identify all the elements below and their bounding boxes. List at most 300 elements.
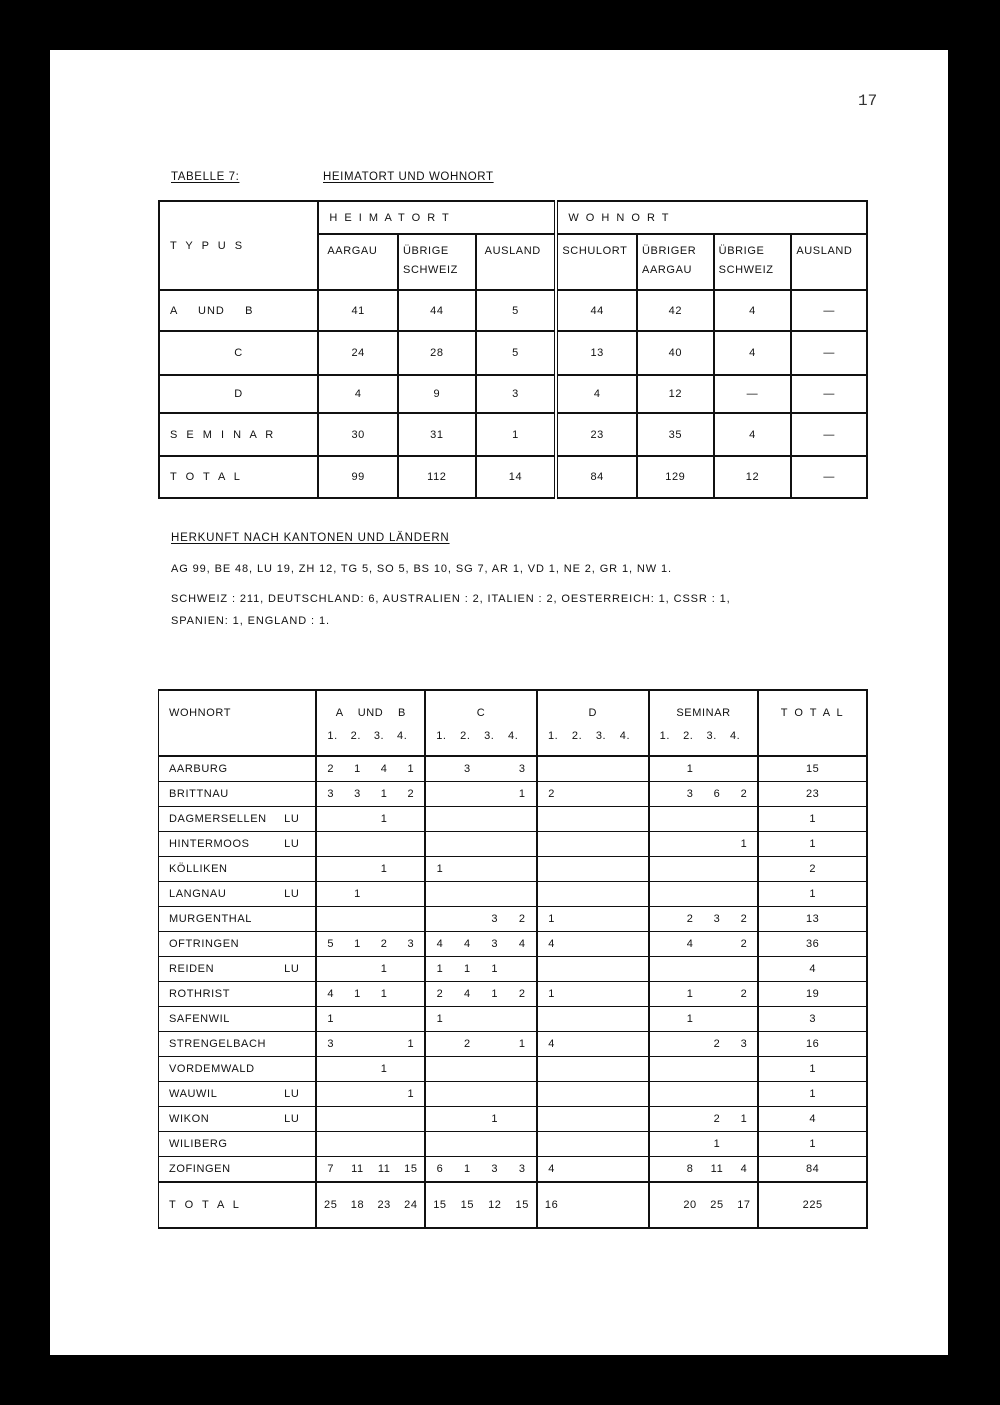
value-cell: — bbox=[791, 375, 867, 413]
group-cell bbox=[425, 807, 537, 832]
group-cell bbox=[425, 1032, 537, 1057]
count-value: 6 bbox=[713, 788, 721, 800]
count-value: 1 bbox=[518, 788, 526, 800]
group-cell bbox=[537, 1057, 649, 1082]
group-cell bbox=[649, 1182, 759, 1228]
group-cell bbox=[649, 1107, 759, 1132]
group-cell bbox=[649, 1057, 759, 1082]
municipality-name: BRITTNAU bbox=[169, 788, 229, 800]
school-year-label: 2. bbox=[571, 730, 583, 742]
municipality-name: HINTERMOOS bbox=[169, 838, 250, 850]
count-value: 1 bbox=[740, 838, 748, 850]
subheader-text: SCHULORT bbox=[562, 245, 628, 257]
group-cell bbox=[537, 1032, 649, 1057]
group-cell bbox=[649, 982, 759, 1007]
count-value: 6 bbox=[436, 1163, 444, 1175]
count-value: 5 bbox=[327, 938, 335, 950]
typus-label: D bbox=[159, 375, 318, 413]
group-header: C bbox=[476, 707, 486, 719]
group-cell bbox=[425, 1132, 537, 1157]
group-cell bbox=[537, 1082, 649, 1107]
count-value: 1 bbox=[407, 1038, 415, 1050]
count-value: 1 bbox=[436, 963, 444, 975]
school-year-label: 4. bbox=[619, 730, 631, 742]
group-cell bbox=[425, 1007, 537, 1032]
count-value: 4 bbox=[518, 938, 526, 950]
group-cell bbox=[316, 882, 425, 907]
value-cell: 23 bbox=[556, 413, 637, 456]
canton-code: LU bbox=[284, 1113, 300, 1125]
value-cell: 99 bbox=[318, 456, 398, 498]
count-value: 25 bbox=[324, 1199, 338, 1211]
table-row bbox=[159, 1157, 868, 1183]
group-header: SEMINAR bbox=[676, 707, 731, 719]
group-cell bbox=[316, 807, 425, 832]
count-value: 4 bbox=[548, 1038, 555, 1050]
row-total: 1 bbox=[758, 1132, 867, 1157]
row-total: 4 bbox=[758, 1107, 867, 1132]
municipality-name: KÖLLIKEN bbox=[169, 863, 228, 875]
group-cell bbox=[425, 1157, 537, 1183]
count-value: 15 bbox=[433, 1199, 447, 1211]
group-cell bbox=[649, 1132, 759, 1157]
count-value: 11 bbox=[351, 1163, 364, 1175]
table-row bbox=[159, 456, 867, 498]
municipality-name: ROTHRIST bbox=[169, 988, 231, 1000]
table-row bbox=[159, 857, 868, 882]
canton-code bbox=[299, 938, 305, 950]
subheader-text: AUSLAND bbox=[484, 245, 541, 257]
count-value: 15 bbox=[515, 1199, 529, 1211]
table-row bbox=[159, 882, 868, 907]
total-row bbox=[159, 1182, 868, 1228]
count-value: 2 bbox=[380, 938, 388, 950]
count-value: 1 bbox=[354, 938, 361, 950]
subheader-cell bbox=[556, 234, 637, 290]
subheader-cell bbox=[398, 234, 476, 290]
group-cell bbox=[649, 1032, 759, 1057]
group-cell bbox=[537, 882, 649, 907]
municipality-name: STRENGELBACH bbox=[169, 1038, 267, 1050]
group-cell bbox=[537, 857, 649, 882]
municipality-name: WILIBERG bbox=[169, 1138, 228, 1150]
row-total: 1 bbox=[758, 807, 867, 832]
row-total: 1 bbox=[758, 1082, 867, 1107]
group-cell bbox=[425, 832, 537, 857]
value-cell: 44 bbox=[398, 290, 476, 331]
canton-code: LU bbox=[284, 1088, 300, 1100]
group-cell bbox=[425, 1107, 537, 1132]
value-cell: 5 bbox=[476, 290, 557, 331]
group-cell bbox=[316, 1107, 425, 1132]
municipality-name: LANGNAU bbox=[169, 888, 227, 900]
count-value: 18 bbox=[350, 1199, 365, 1211]
count-value: 2 bbox=[740, 913, 748, 925]
count-value: 8 bbox=[686, 1163, 694, 1175]
subheader-cell bbox=[714, 234, 792, 290]
count-value: 2 bbox=[713, 1038, 721, 1050]
municipality-name: ZOFINGEN bbox=[169, 1163, 231, 1175]
group-cell bbox=[316, 782, 425, 807]
count-value: 4 bbox=[327, 988, 335, 1000]
group-cell bbox=[316, 1057, 425, 1082]
value-cell: 4 bbox=[318, 375, 398, 413]
table-row bbox=[159, 1007, 868, 1032]
subheader-text: ÜBRIGE bbox=[403, 245, 449, 257]
count-value: 3 bbox=[327, 1038, 335, 1050]
group-cell bbox=[316, 907, 425, 932]
row-total: 1 bbox=[758, 832, 867, 857]
group-header-cell bbox=[537, 690, 649, 756]
group-cell bbox=[649, 832, 759, 857]
count-value: 3 bbox=[740, 1038, 748, 1050]
table-row bbox=[159, 413, 867, 456]
group-cell bbox=[649, 857, 759, 882]
school-year-label: 3. bbox=[484, 730, 495, 742]
count-value: 1 bbox=[380, 813, 388, 825]
row-total: 36 bbox=[758, 932, 867, 957]
row-total: 1 bbox=[758, 882, 867, 907]
group-cell bbox=[425, 857, 537, 882]
school-year-label: 1. bbox=[327, 730, 338, 742]
municipality-name: OFTRINGEN bbox=[169, 938, 240, 950]
count-value: 3 bbox=[491, 938, 499, 950]
group-cell bbox=[316, 857, 425, 882]
count-value: 1 bbox=[407, 1088, 415, 1100]
group-cell bbox=[425, 882, 537, 907]
group-cell bbox=[316, 982, 425, 1007]
count-value: 3 bbox=[464, 763, 471, 775]
count-value: 11 bbox=[710, 1163, 724, 1175]
typus-label: C bbox=[159, 331, 318, 375]
typus-header: T Y P U S bbox=[159, 201, 318, 290]
value-cell: — bbox=[791, 331, 867, 375]
group-cell bbox=[316, 1082, 425, 1107]
heimatort-header: H E I M A T O R T bbox=[318, 201, 556, 234]
group-cell bbox=[537, 832, 649, 857]
table-row bbox=[159, 1132, 868, 1157]
school-year-label: 2. bbox=[460, 730, 471, 742]
count-value: 1 bbox=[491, 1113, 499, 1125]
municipality-name: VORDEMWALD bbox=[169, 1063, 255, 1075]
school-year-label: 1. bbox=[436, 730, 447, 742]
count-value: 3 bbox=[354, 788, 361, 800]
canton-code: LU bbox=[284, 888, 300, 900]
wohnort-header: WOHNORT bbox=[159, 690, 317, 756]
value-cell: 129 bbox=[637, 456, 714, 498]
count-value: 1 bbox=[407, 763, 415, 775]
count-value: 1 bbox=[518, 1038, 526, 1050]
count-value: 1 bbox=[491, 988, 499, 1000]
value-cell: 5 bbox=[476, 331, 557, 375]
row-total: 13 bbox=[758, 907, 867, 932]
group-cell bbox=[425, 1057, 537, 1082]
group-cell bbox=[316, 1182, 425, 1228]
count-value: 1 bbox=[548, 988, 555, 1000]
table-row bbox=[159, 756, 868, 782]
canton-code bbox=[299, 1013, 305, 1025]
value-cell: 35 bbox=[637, 413, 714, 456]
subheader-cell bbox=[476, 234, 557, 290]
count-value: 15 bbox=[404, 1163, 418, 1175]
canton-code bbox=[299, 1163, 305, 1175]
row-total: 84 bbox=[758, 1157, 867, 1183]
school-year-label: 3. bbox=[706, 730, 717, 742]
group-cell bbox=[316, 1007, 425, 1032]
count-value: 2 bbox=[518, 913, 526, 925]
subheader-cell bbox=[791, 234, 867, 290]
municipality-name: MURGENTHAL bbox=[169, 913, 253, 925]
count-value: 24 bbox=[404, 1199, 418, 1211]
table-row bbox=[159, 907, 868, 932]
school-year-label: 4. bbox=[729, 730, 741, 742]
municipality-name: AARBURG bbox=[169, 763, 228, 775]
value-cell: — bbox=[791, 456, 867, 498]
row-total: 225 bbox=[758, 1182, 867, 1228]
count-value: 4 bbox=[464, 938, 471, 950]
value-cell: 3 bbox=[476, 375, 557, 413]
total-header: T O T A L bbox=[758, 690, 867, 756]
count-value: 1 bbox=[436, 863, 444, 875]
herkunft-title: HERKUNFT NACH KANTONEN UND LÄNDERN bbox=[171, 532, 450, 544]
value-cell: — bbox=[791, 290, 867, 331]
count-value: 1 bbox=[713, 1138, 721, 1150]
table-row bbox=[159, 807, 868, 832]
school-year-label: 3. bbox=[373, 730, 385, 742]
value-cell: 14 bbox=[476, 456, 557, 498]
group-cell bbox=[425, 907, 537, 932]
group-cell bbox=[649, 957, 759, 982]
count-value: 4 bbox=[686, 938, 694, 950]
table-row bbox=[159, 331, 867, 375]
total-label: T O T A L bbox=[169, 1199, 242, 1211]
typus-label: T O T A L bbox=[159, 456, 318, 498]
count-value: 1 bbox=[354, 888, 361, 900]
table-row bbox=[159, 832, 868, 857]
table7-label: TABELLE 7: bbox=[171, 171, 240, 183]
group-cell bbox=[537, 1157, 649, 1183]
count-value: 3 bbox=[327, 788, 335, 800]
herkunft-countries: SCHWEIZ : 211, DEUTSCHLAND: 6, AUSTRALIEN : 2, ITALIEN : 2, OESTERREICH: 1, CSSR : 1, bbox=[171, 593, 731, 605]
count-value: 11 bbox=[377, 1163, 391, 1175]
group-cell bbox=[316, 1157, 425, 1183]
count-value: 25 bbox=[710, 1199, 724, 1211]
row-total: 3 bbox=[758, 1007, 867, 1032]
school-year-label: 4. bbox=[397, 730, 408, 742]
group-cell bbox=[649, 1082, 759, 1107]
value-cell: 4 bbox=[556, 375, 637, 413]
value-cell: 42 bbox=[637, 290, 714, 331]
group-cell bbox=[649, 932, 759, 957]
count-value: 7 bbox=[327, 1163, 335, 1175]
group-header: D bbox=[588, 707, 598, 719]
table-row bbox=[159, 1107, 868, 1132]
table-row bbox=[159, 782, 868, 807]
herkunft-cantons: AG 99, BE 48, LU 19, ZH 12, TG 5, SO 5, BS 10, SG 7, AR 1, VD 1, NE 2, GR 1, NW 1. bbox=[171, 563, 672, 575]
count-value: 3 bbox=[518, 763, 526, 775]
typus-label: S E M I N A R bbox=[159, 413, 318, 456]
group-cell bbox=[537, 1007, 649, 1032]
value-cell: 4 bbox=[714, 413, 792, 456]
group-header: A UND B bbox=[335, 707, 406, 719]
count-value: 2 bbox=[740, 938, 748, 950]
count-value: 2 bbox=[686, 913, 694, 925]
table-row bbox=[159, 290, 867, 331]
count-value: 2 bbox=[327, 763, 335, 775]
count-value: 4 bbox=[740, 1163, 748, 1175]
value-cell: 31 bbox=[398, 413, 476, 456]
group-cell bbox=[649, 1007, 759, 1032]
value-cell: 44 bbox=[556, 290, 637, 331]
table-row bbox=[159, 982, 868, 1007]
row-total: 4 bbox=[758, 957, 867, 982]
school-year-label: 2. bbox=[350, 730, 361, 742]
count-value: 1 bbox=[380, 963, 388, 975]
table-wohnort bbox=[158, 689, 868, 1229]
subheader-text: SCHWEIZ bbox=[718, 264, 774, 276]
table-row bbox=[159, 1082, 868, 1107]
count-value: 4 bbox=[464, 988, 471, 1000]
subheader-text: AARGAU bbox=[327, 245, 378, 257]
group-cell bbox=[537, 782, 649, 807]
count-value: 20 bbox=[683, 1199, 697, 1211]
group-cell bbox=[537, 957, 649, 982]
count-value: 3 bbox=[407, 938, 415, 950]
subheader-text: SCHWEIZ bbox=[403, 264, 458, 276]
group-cell bbox=[316, 756, 425, 782]
count-value: 12 bbox=[488, 1199, 502, 1211]
group-cell bbox=[425, 982, 537, 1007]
value-cell: 112 bbox=[398, 456, 476, 498]
value-cell: 1 bbox=[476, 413, 557, 456]
group-cell bbox=[425, 957, 537, 982]
group-header-cell bbox=[425, 690, 537, 756]
typus-label: A UND B bbox=[159, 290, 318, 331]
value-cell: 4 bbox=[714, 290, 792, 331]
count-value: 1 bbox=[380, 1063, 388, 1075]
municipality-name: DAGMERSELLEN bbox=[169, 813, 267, 825]
page-number: 17 bbox=[858, 92, 878, 110]
canton-code bbox=[299, 1063, 305, 1075]
group-cell bbox=[537, 1182, 649, 1228]
group-cell bbox=[537, 1107, 649, 1132]
count-value: 15 bbox=[460, 1199, 475, 1211]
canton-code bbox=[299, 788, 305, 800]
count-value: 2 bbox=[740, 988, 748, 1000]
group-cell bbox=[316, 932, 425, 957]
count-value: 1 bbox=[436, 1013, 444, 1025]
group-cell bbox=[537, 807, 649, 832]
count-value: 1 bbox=[491, 963, 499, 975]
herkunft-countries-cont: SPANIEN: 1, ENGLAND : 1. bbox=[171, 615, 330, 627]
count-value: 2 bbox=[740, 788, 748, 800]
count-value: 2 bbox=[713, 1113, 721, 1125]
canton-code: LU bbox=[284, 963, 300, 975]
row-total: 15 bbox=[758, 756, 867, 782]
canton-code bbox=[299, 913, 305, 925]
count-value: 17 bbox=[737, 1199, 751, 1211]
canton-code: LU bbox=[284, 813, 300, 825]
value-cell: 28 bbox=[398, 331, 476, 375]
value-cell: 30 bbox=[318, 413, 398, 456]
subheader-cell bbox=[318, 234, 398, 290]
count-value: 1 bbox=[686, 763, 694, 775]
group-cell bbox=[537, 1132, 649, 1157]
municipality-name: WAUWIL bbox=[169, 1088, 218, 1100]
group-cell bbox=[537, 982, 649, 1007]
count-value: 1 bbox=[354, 763, 361, 775]
group-cell bbox=[425, 1182, 537, 1228]
count-value: 3 bbox=[491, 1163, 499, 1175]
count-value: 4 bbox=[548, 1163, 555, 1175]
count-value: 1 bbox=[740, 1113, 748, 1125]
municipality-name: WIKON bbox=[169, 1113, 210, 1125]
row-total: 23 bbox=[758, 782, 867, 807]
group-cell bbox=[537, 932, 649, 957]
count-value: 1 bbox=[548, 913, 555, 925]
count-value: 4 bbox=[380, 763, 388, 775]
count-value: 16 bbox=[544, 1199, 559, 1211]
count-value: 2 bbox=[436, 988, 444, 1000]
value-cell: 84 bbox=[556, 456, 637, 498]
table-row bbox=[159, 375, 867, 413]
school-year-label: 1. bbox=[659, 730, 671, 742]
group-cell bbox=[425, 756, 537, 782]
municipality-name: REIDEN bbox=[169, 963, 215, 975]
row-total: 19 bbox=[758, 982, 867, 1007]
canton-code bbox=[299, 988, 305, 1000]
count-value: 2 bbox=[548, 788, 555, 800]
municipality-name: SAFENWIL bbox=[169, 1013, 231, 1025]
value-cell: — bbox=[791, 413, 867, 456]
count-value: 1 bbox=[354, 988, 361, 1000]
count-value: 23 bbox=[377, 1199, 391, 1211]
value-cell: 12 bbox=[714, 456, 792, 498]
group-cell bbox=[649, 907, 759, 932]
value-cell: 24 bbox=[318, 331, 398, 375]
count-value: 1 bbox=[686, 988, 694, 1000]
group-cell bbox=[649, 756, 759, 782]
group-cell bbox=[316, 832, 425, 857]
subheader-text: AUSLAND bbox=[796, 245, 853, 257]
group-cell bbox=[537, 756, 649, 782]
group-cell bbox=[649, 782, 759, 807]
count-value: 1 bbox=[464, 1163, 471, 1175]
count-value: 3 bbox=[713, 913, 721, 925]
canton-code: LU bbox=[284, 838, 300, 850]
count-value: 1 bbox=[327, 1013, 335, 1025]
value-cell: 40 bbox=[637, 331, 714, 375]
count-value: 2 bbox=[464, 1038, 471, 1050]
canton-code bbox=[299, 1038, 305, 1050]
value-cell: — bbox=[714, 375, 792, 413]
count-value: 3 bbox=[518, 1163, 526, 1175]
row-total: 16 bbox=[758, 1032, 867, 1057]
count-value: 2 bbox=[407, 788, 415, 800]
row-total: 2 bbox=[758, 857, 867, 882]
school-year-label: 2. bbox=[683, 730, 694, 742]
count-value: 1 bbox=[686, 1013, 694, 1025]
school-year-label: 1. bbox=[547, 730, 559, 742]
subheader-text: ÜBRIGER bbox=[642, 245, 697, 257]
group-header-cell bbox=[649, 690, 759, 756]
group-header-cell bbox=[316, 690, 425, 756]
canton-code bbox=[299, 763, 305, 775]
group-cell bbox=[425, 782, 537, 807]
school-year-label: 4. bbox=[508, 730, 519, 742]
row-total: 1 bbox=[758, 1057, 867, 1082]
count-value: 1 bbox=[380, 788, 388, 800]
